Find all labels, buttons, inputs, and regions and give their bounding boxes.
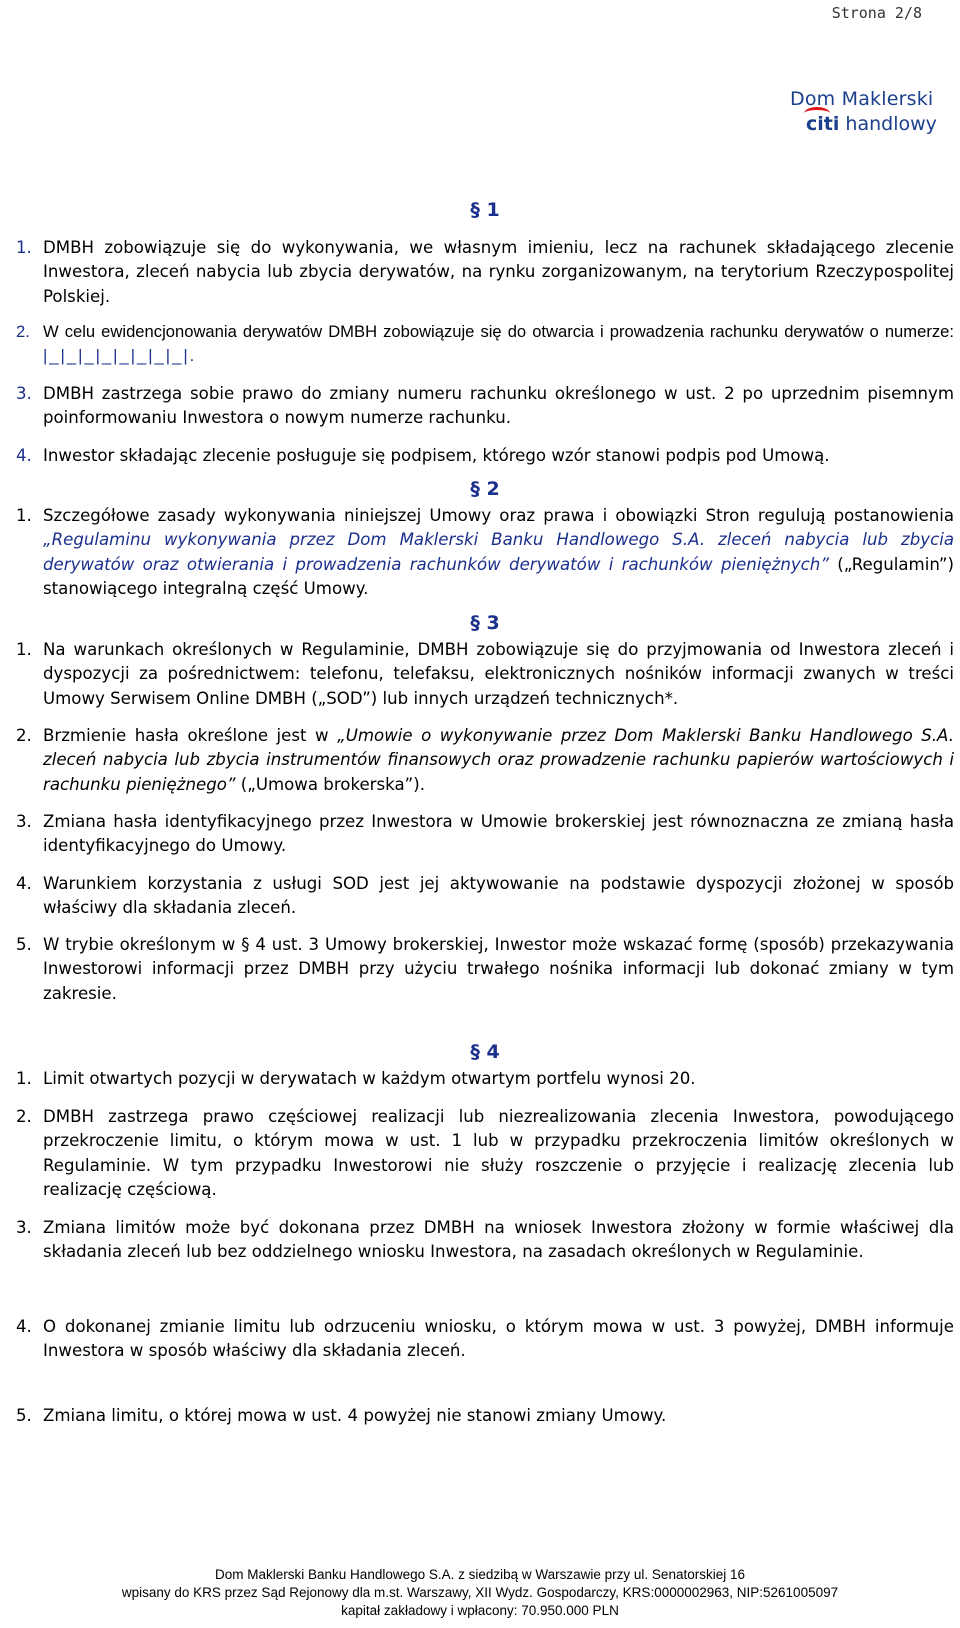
item-text: DMBH zastrzega prawo częściowej realizacji lub niezrealizowania zlecenia Inwestora, powodującego przekroczenie limitu, o którym mowa w ust. 1 lub w przypadku przekroczenia limitów określonych w Regulaminie. W tym przypadku Inwestorowi nie służy roszczenie o przyjęcie i realizację zlecenia lub realizację częściową. xyxy=(43,1107,954,1199)
item-number: 4. xyxy=(16,874,32,893)
item-text: Brzmienie hasła określone jest w „Umowie o wykonywanie przez Dom Maklerski Banku Handlowego S.A. zleceń nabycia lub zbycia instrumentów finansowych oraz prowadzenie rachunku papierów wartościowych i rachunku pieniężnego” („Umowa brokerska”). xyxy=(43,726,954,794)
section-heading-1: § 1 xyxy=(470,199,500,221)
s3-item-1 xyxy=(16,638,954,711)
s1-item-4 xyxy=(16,444,954,468)
item-number: 3. xyxy=(16,812,32,831)
s4-item-2 xyxy=(16,1105,954,1202)
company-logo xyxy=(790,88,940,135)
item-text: DMBH zastrzega sobie prawo do zmiany numeru rachunku określonego w ust. 2 po uprzednim pisemnym poinformowaniu Inwestora o nowym numerze rachunku. xyxy=(43,384,954,428)
s1-item-3 xyxy=(16,382,954,431)
page-number: Strona 2/8 xyxy=(831,4,922,22)
item-number: 3. xyxy=(16,1218,32,1237)
s3-item-3 xyxy=(16,810,954,859)
s4-item-3 xyxy=(16,1216,954,1265)
s4-item-4 xyxy=(16,1315,954,1364)
s3-item-2 xyxy=(16,724,954,797)
item-text: Inwestor składając zlecenie posługuje się podpisem, którego wzór stanowi podpis pod Umową. xyxy=(43,446,830,465)
item-text: Na warunkach określonych w Regulaminie, DMBH zobowiązuje się do przyjmowania od Inwestora zleceń i dyspozycji za pośrednictwem: telefonu, telefaksu, elektronicznych nośników informacji zwanych w treści Umowy Serwisem Online DMBH („SOD”) lub innych urządzeń technicznych*. xyxy=(43,640,954,708)
footer-line-2: wpisany do KRS przez Sąd Rejonowy dla m.st. Warszawy, XII Wydz. Gospodarczy, KRS:0000002963, NIP:5261005097 xyxy=(121,1585,839,1600)
item-number: 1. xyxy=(16,238,32,257)
citi-brand: citi xyxy=(806,113,839,135)
s2-item-1 xyxy=(16,504,954,601)
item-text: Zmiana limitów może być dokonana przez DMBH na wniosek Inwestora złożony w formie właściwej dla składania zleceń lub bez oddzielnego wniosku Inwestora, na zasadach określonych w Regulaminie. xyxy=(43,1218,954,1262)
account-number-boxes: |_|_|_|_|_|_|_|_|. xyxy=(43,346,197,366)
item-text: Warunkiem korzystania z usługi SOD jest jej aktywowanie na podstawie dyspozycji złożonej w sposób właściwy dla składania zleceń. xyxy=(43,874,954,918)
logo-line-2: citi handlowy xyxy=(806,113,940,135)
page-footer xyxy=(0,1566,960,1620)
item-number: 2. xyxy=(16,1107,32,1126)
item-number: 1. xyxy=(16,506,32,525)
section-heading-2: § 2 xyxy=(470,478,500,500)
citi-arc-icon xyxy=(804,107,830,120)
item-number: 4. xyxy=(16,1317,32,1336)
s3-item-4 xyxy=(16,872,954,921)
logo-line-1: Dom Maklerski xyxy=(790,88,934,110)
s1-item-1 xyxy=(16,236,954,309)
item-text: W trybie określonym w § 4 ust. 3 Umowy brokerskiej, Inwestor może wskazać formę (sposób) przekazywania Inwestorowi informacji przez DMBH przy użyciu trwałego nośnika informacji lub dokonać zmiany w tym zakresie. xyxy=(43,935,954,1003)
item-text: Zmiana limitu, o której mowa w ust. 4 powyżej nie stanowi zmiany Umowy. xyxy=(43,1406,667,1425)
footer-line-1: Dom Maklerski Banku Handlowego S.A. z siedzibą w Warszawie przy ul. Senatorskiej 16 xyxy=(215,1567,745,1582)
item-number: 5. xyxy=(16,1406,32,1425)
s3-item-5 xyxy=(16,933,954,1006)
item-text: Zmiana hasła identyfikacyjnego przez Inwestora w Umowie brokerskiej jest równoznaczna ze zmianą hasła identyfikacyjnego do Umowy. xyxy=(43,812,954,856)
s4-item-1 xyxy=(16,1067,954,1091)
section-heading-3: § 3 xyxy=(470,612,500,634)
footer-line-3: kapitał zakładowy i wpłacony: 70.950.000 PLN xyxy=(341,1603,619,1618)
item-text: Limit otwartych pozycji w derywatach w każdym otwartym portfelu wynosi 20. xyxy=(43,1069,696,1088)
s4-item-5 xyxy=(16,1404,954,1428)
item-number: 3. xyxy=(16,384,32,403)
s1-item-2 xyxy=(16,320,954,369)
item-text: O dokonanej zmianie limitu lub odrzuceniu wniosku, o którym mowa w ust. 3 powyżej, DMBH informuje Inwestora w sposób właściwy dla składania zleceń. xyxy=(43,1317,954,1361)
item-number: 1. xyxy=(16,1069,32,1088)
item-text: Szczegółowe zasady wykonywania niniejszej Umowy oraz prawa i obowiązki Stron regulują postanowienia „Regulaminu wykonywania przez Dom Maklerski Banku Handlowego S.A. zleceń nabycia lub zbycia derywatów oraz otwierania i prowadzenia rachunków derywatów i rachunków pieniężnych” („Regulamin”) stanowiącego integralną część Umowy. xyxy=(43,506,955,598)
item-text: W celu ewidencjonowania derywatów DMBH zobowiązuje się do otwarcia i prowadzenia rachunku derywatów o numerze: |_|_|_|_|_|_|_|_|. xyxy=(43,322,954,366)
item-number: 1. xyxy=(16,640,32,659)
section-heading-4: § 4 xyxy=(470,1041,500,1063)
item-number: 2. xyxy=(16,322,30,341)
item-number: 2. xyxy=(16,726,32,745)
item-number: 5. xyxy=(16,935,32,954)
item-number: 4. xyxy=(16,446,32,465)
item-text: DMBH zobowiązuje się do wykonywania, we własnym imieniu, lecz na rachunek składającego zlecenie Inwestora, zleceń nabycia lub zbycia derywatów, na rynku zorganizowanym, na terytorium Rzeczypospolitej Polskiej. xyxy=(43,238,954,306)
